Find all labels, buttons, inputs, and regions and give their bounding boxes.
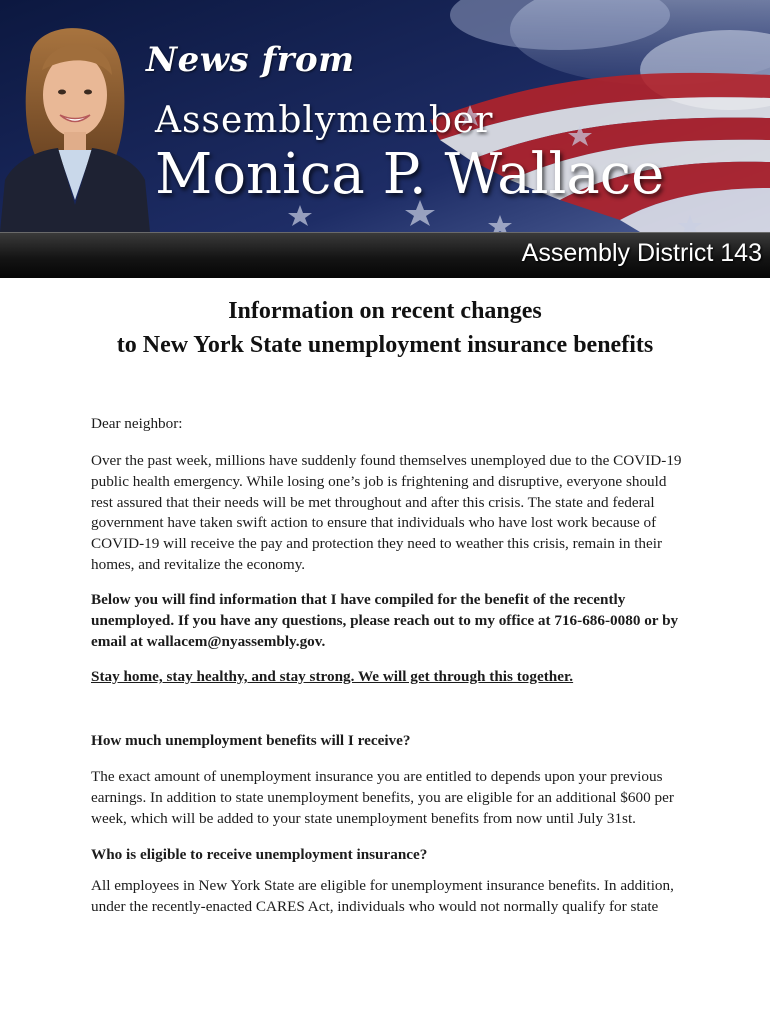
contact-suffix: .: [321, 632, 326, 650]
portrait-photo: [0, 0, 150, 232]
q1-answer: The exact amount of unemployment insurance you are entitled to depends upon your previous earnings. In addition to state unemployment benefits, you are eligible for an additional $600 per week, which will be added to your state unemployment benefits from now until July 31st.: [91, 768, 674, 827]
q1-heading: How much unemployment benefits will I receive?: [91, 732, 411, 749]
news-from-label: News from: [146, 40, 355, 80]
intro-paragraph: Over the past week, millions have suddenly found themselves unemployed due to the COVID-19 public health emergency. While losing one’s job is frightening and disruptive, everyone should rest assured that their needs will be met throughout and after this crisis. The state and federal government have taken swift action to ensure that individuals who have lost work because of COVID-19 will receive the pay and protection they need to weather this crisis, remain in their homes, and revitalize the economy.: [91, 452, 682, 573]
greeting: Dear neighbor:: [91, 415, 183, 432]
header-banner: [0, 0, 770, 278]
q2-heading: Who is eligible to receive unemployment insurance?: [91, 846, 428, 863]
district-label: Assembly District 143: [521, 239, 762, 267]
official-name: Monica P. Wallace: [155, 142, 665, 207]
assemblymember-label: Assemblymember: [155, 100, 494, 141]
contact-text: Below you will find information that I have compiled for the benefit of the recently unemployed. If you have any questions, please reach out to my office at 716-686-0080 or by email at: [91, 591, 679, 650]
title-line-2: to New York State unemployment insurance benefits: [116, 332, 654, 358]
closing-line: Stay home, stay healthy, and stay strong. We will get through this together.: [91, 668, 574, 685]
contact-paragraph: [91, 590, 691, 652]
email-link[interactable]: wallacem@nyassembly.gov: [146, 632, 322, 650]
title-line-1: Information on recent changes: [228, 298, 542, 324]
document-title: [0, 294, 770, 362]
q2-answer: All employees in New York State are eligible for unemployment insurance benefits. In addition, under the recently-enacted CARES Act, individuals who would not normally qualify for state: [91, 877, 674, 915]
